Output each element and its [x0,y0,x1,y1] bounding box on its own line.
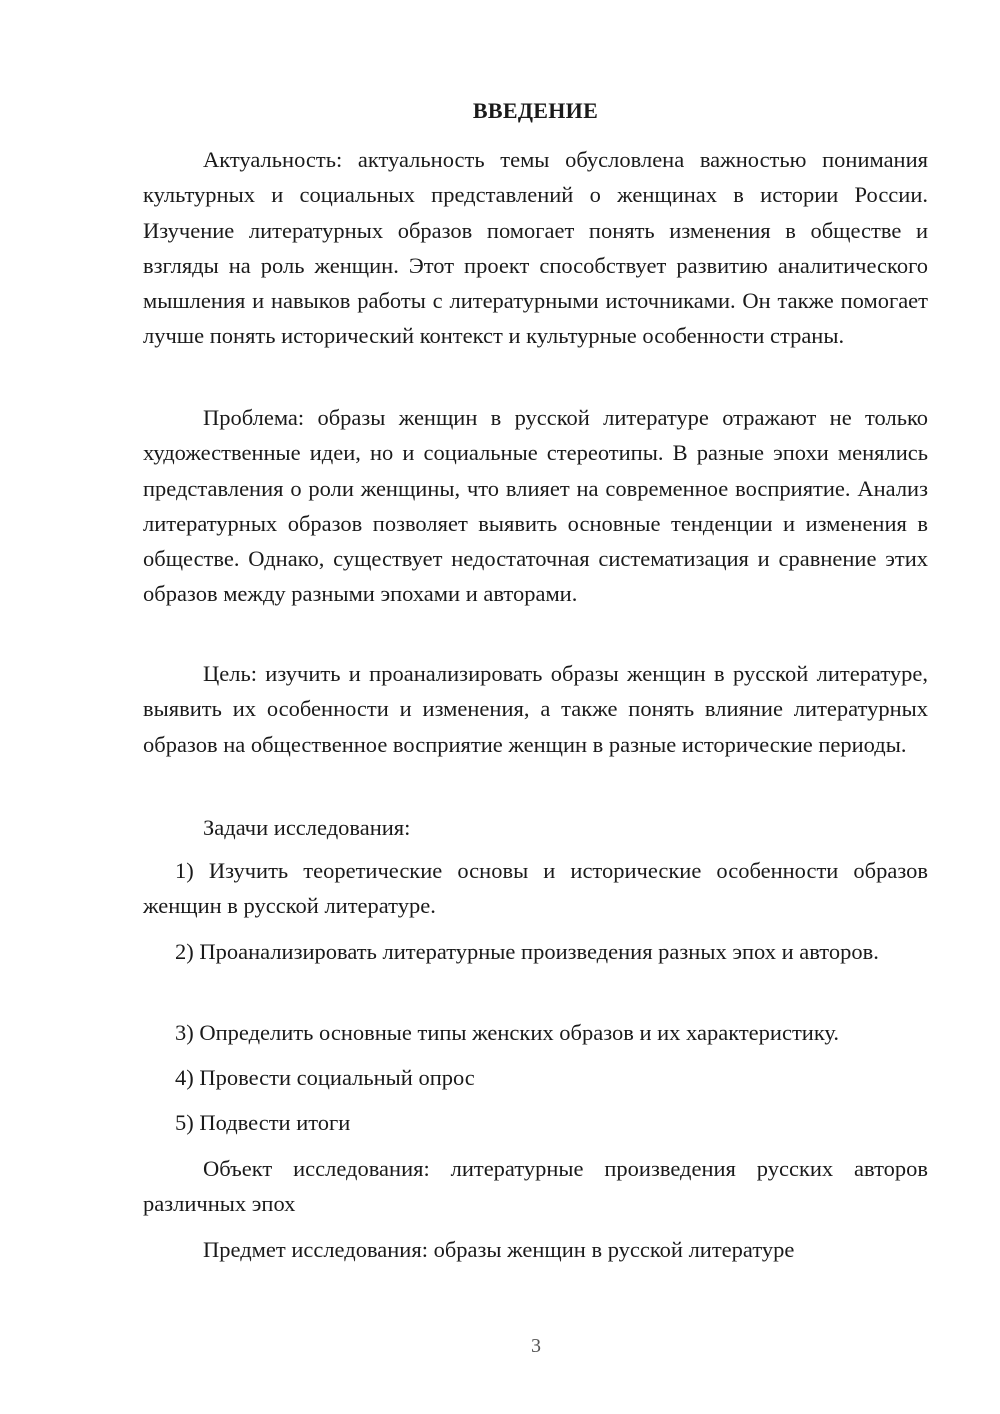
task-item-2: 2) Проанализировать литературные произведения разных эпох и авторов. [175,939,879,964]
task-item-5: 5) Подвести итоги [175,1110,351,1135]
problem-paragraph: Проблема: образы женщин в русской литературе отражают не только художественные идеи, но и социальные стереотипы. В разные эпохи менялись представления о роли женщины, что влияет на современное восприятие. Анализ литературных образов позволяет выявить основные тенденции и изменения в обществе. Однако, существует недостаточная систематизация и сравнение этих образов между разными эпохами и авторами. [143,405,928,607]
page-number: 3 [531,1335,541,1357]
goal-paragraph: Цель: изучить и проанализировать образы женщин в русской литературе, выявить их особенности и изменения, а также понять влияние литературных образов на общественное восприятие женщин в разные исторические периоды. [143,661,928,757]
task-item-3: 3) Определить основные типы женских образов и их характеристику. [175,1020,840,1045]
page-title: ВВЕДЕНИЕ [472,98,599,123]
task-item-1: 1) Изучить теоретические основы и исторические особенности образов женщин в русской литературе. [143,858,928,919]
subject-paragraph: Предмет исследования: образы женщин в русской литературе [203,1237,795,1262]
object-paragraph: Объект исследования: литературные произведения русских авторов различных эпох [143,1156,928,1217]
task-item-4: 4) Провести социальный опрос [175,1065,475,1090]
tasks-heading: Задачи исследования: [203,815,411,840]
relevance-paragraph: Актуальность: актуальность темы обусловлена важностью понимания культурных и социальных представлений о женщинах в истории России. Изучение литературных образов помогает понять изменения в обществе и взгляды на роль женщин. Этот проект способствует развитию аналитического мышления и навыков работы с литературными источниками. Он также помогает лучше понять исторический контекст и культурные особенности страны. [143,147,928,349]
